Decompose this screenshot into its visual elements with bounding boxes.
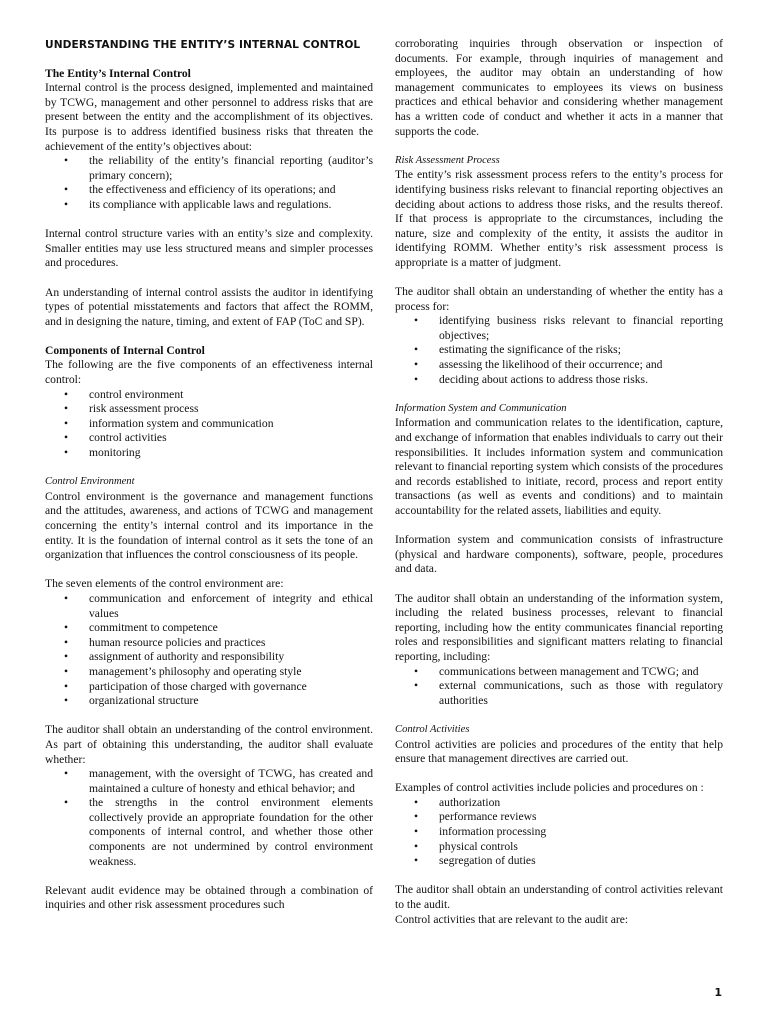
list-item: • communication and enforcement of integrity and ethical values [45, 592, 373, 621]
paragraph-risk-process: The auditor shall obtain an understanding of whether the entity has a process for: [395, 285, 723, 313]
list-item: • monitoring [45, 446, 373, 461]
risk-items-list [395, 314, 723, 387]
right-column [395, 37, 723, 927]
list-item: • segregation of duties [395, 854, 723, 869]
list-item: • control environment [45, 388, 373, 403]
list-item: • participation of those charged with governance [45, 680, 373, 695]
paragraph-relevant-evidence: Relevant audit evidence may be obtained through a combination of inquiries and other risk assessment procedures such [45, 883, 373, 912]
list-item: • authorization [395, 796, 723, 811]
list-item: • assignment of authority and responsibility [45, 650, 373, 665]
paragraph-components: The following are the five components of an effectiveness internal control: [45, 358, 373, 387]
list-item: • information processing [395, 825, 723, 840]
evaluate-list [45, 767, 373, 869]
paragraph-activities-auditor: The auditor shall obtain an understanding of control activities relevant to the audit. [395, 883, 723, 912]
page-number: 1 [714, 986, 722, 999]
paragraph-information-consists: Information system and communication consists of infrastructure (physical and hardware components), software, people, procedures and data. [395, 533, 723, 576]
list-item: • management’s philosophy and operating style [45, 665, 373, 680]
list-item: • identifying business risks relevant to financial reporting objectives; [395, 314, 723, 343]
objectives-list [45, 154, 373, 212]
list-item: • external communications, such as those with regulatory authorities [395, 679, 723, 708]
list-item: • management, with the oversight of TCWG, has created and maintained a culture of honesty and ethical behavior; and [45, 767, 373, 796]
list-item: • physical controls [395, 840, 723, 855]
list-item: • its compliance with applicable laws and regulations. [45, 198, 373, 213]
activity-examples-list [395, 796, 723, 869]
paragraph-control-activities: Control activities are policies and procedures of the entity that help ensure that management directives are carried out. [395, 737, 723, 766]
list-item: • assessing the likelihood of their occurrence; and [395, 358, 723, 373]
list-item: • organizational structure [45, 694, 373, 709]
info-items-list [395, 665, 723, 709]
paragraph-activities-relevant: Control activities that are relevant to the audit are: [395, 912, 629, 926]
list-item: • control activities [45, 431, 373, 446]
paragraph-corroborating: corroborating inquiries through observation or inspection of documents. For example, through inquiries of management and employees, the auditor may obtain an understanding of how management communicates to employees its views on business practices and ethical behavior and considering whether management has a written code of conduct and whether it acts in a manner that supports the code. [395, 37, 723, 138]
paragraph-information-auditor: The auditor shall obtain an understanding of the information system, including the related business processes, relevant to financial reporting, including how the entity communicates financial reporting roles and responsibilities and significant matters relating to financial reporting, including: [395, 591, 723, 663]
list-item: • the effectiveness and efficiency of its operations; and [45, 183, 373, 198]
components-list [45, 388, 373, 461]
heading-control-environment: Control Environment [45, 476, 135, 488]
list-item: • estimating the significance of the risks; [395, 343, 723, 358]
paragraph-information: Information and communication relates to the identification, capture, and exchange of information that enables individuals to carry out their responsibilities. It includes information system and communication relevant to financial reporting system which consists of the procedures and records established to initiate, record, process and report entity transactions (as well as events and conditions) and to maintain accountability for the related assets, liabilities and equity. [395, 416, 723, 517]
paragraph-understanding: An understanding of internal control assists the auditor in identifying types of potential misstatements and factors that affect the ROMM, and in designing the nature, timing, and extent of FAP (ToC and SP). [45, 285, 373, 328]
list-item: • the strengths in the control environment elements collectively provide an appropriate foundation for the other components of internal control, and whether those other components are not undermined by control environment weakness. [45, 796, 373, 869]
list-item: • the reliability of the entity’s financial reporting (auditor’s primary concern); [45, 154, 373, 183]
heading-internal-control: The Entity’s Internal Control [45, 66, 191, 80]
document-title: UNDERSTANDING THE ENTITY’S INTERNAL CONTROL [45, 39, 361, 51]
list-item: • performance reviews [395, 810, 723, 825]
list-item: • deciding about actions to address those risks. [395, 373, 723, 388]
list-item: • communications between management and TCWG; and [395, 665, 723, 680]
paragraph-structure: Internal control structure varies with an entity’s size and complexity. Smaller entities may use less structured means and simpler processes and procedures. [45, 227, 373, 270]
paragraph-control-environment: Control environment is the governance and management functions and the attitudes, awareness, and actions of TCWG and management concerning the entity’s internal control and its importance in the entity. It is the foundation of internal control as it sets the tone of an organization that influences the control consciousness of its people. [45, 489, 373, 562]
heading-information-system: Information System and Communication [395, 402, 567, 414]
heading-control-activities: Control Activities [395, 723, 470, 735]
paragraph-internal-control: Internal control is the process designed, implemented and maintained by TCWG, management and other personnel to address risks that are present between the entity and the accomplishment of its objectives. Its purpose is to address identified business risks that threaten the achievement of the entity’s objectives about: [45, 81, 373, 153]
list-item: • risk assessment process [45, 402, 373, 417]
list-item: • information system and communication [45, 417, 373, 432]
seven-elements-list [45, 592, 373, 709]
paragraph-seven-elements: The seven elements of the control environment are: [45, 577, 284, 591]
heading-components: Components of Internal Control [45, 343, 205, 357]
heading-risk-assessment: Risk Assessment Process [395, 154, 500, 166]
list-item: • commitment to competence [45, 621, 373, 636]
left-column [45, 38, 373, 913]
paragraph-examples: Examples of control activities include policies and procedures on : [395, 781, 704, 795]
paragraph-risk-assessment: The entity’s risk assessment process refers to the entity’s process for identifying business risks relevant to financial reporting objectives an deciding about actions to address those risks, and the results thereof. If that process is appropriate to the circumstances, including the nature, size and complexity of the entity, it assists the auditor in identifying ROMM. Whether entity’s risk assessment process is appropriate is a matter of judgment. [395, 168, 723, 269]
paragraph-auditor-environment: The auditor shall obtain an understanding of the control environment. As part of obtaining this understanding, the auditor shall evaluate whether: [45, 723, 373, 766]
list-item: • human resource policies and practices [45, 636, 373, 651]
